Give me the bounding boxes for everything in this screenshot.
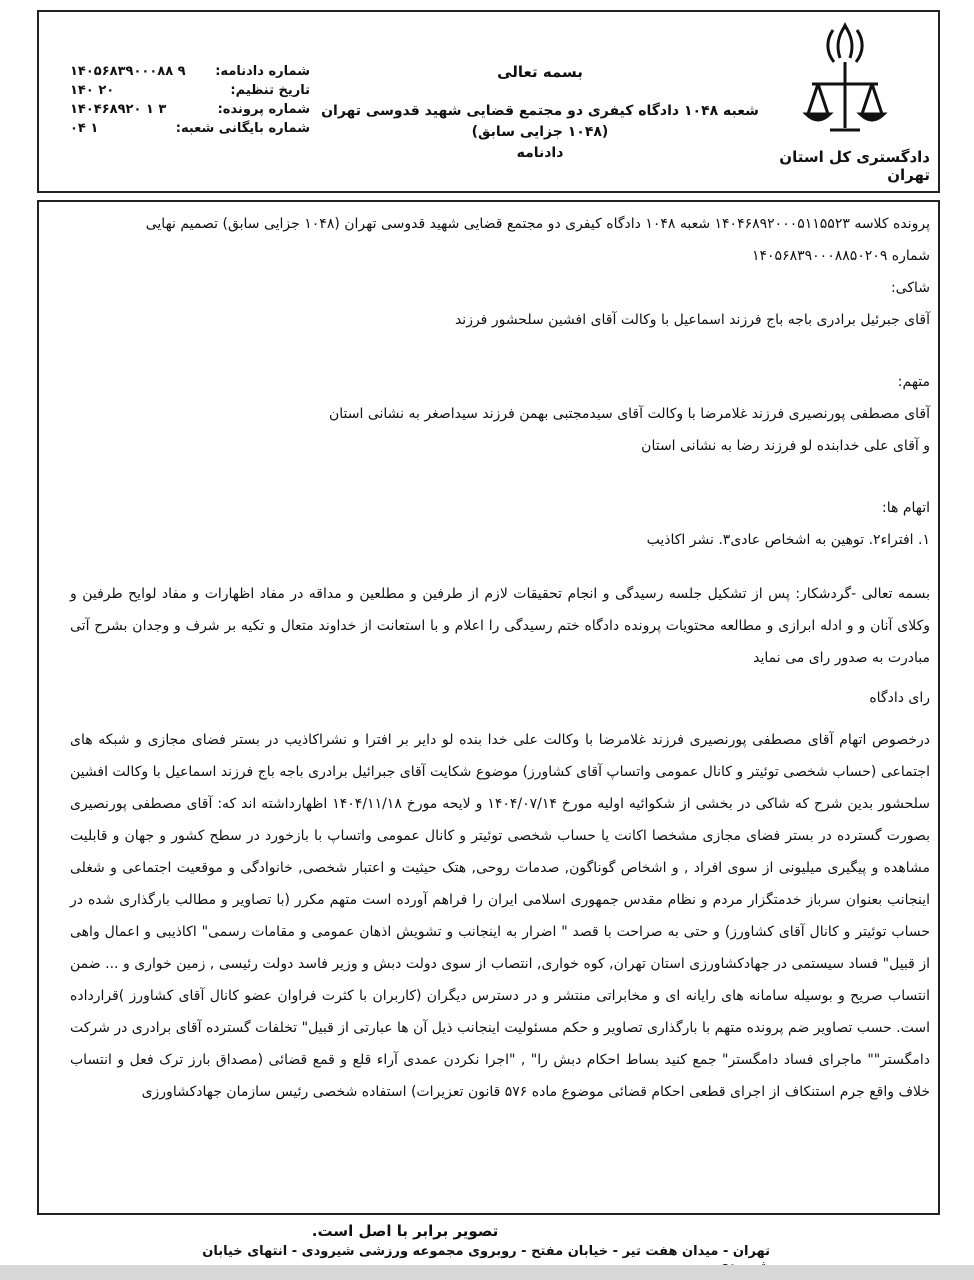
branch-name: شعبه ۱۰۴۸ دادگاه کیفری دو مجتمع قضایی شهید قدوسی تهران (۱۰۴۸ جزایی سابق) bbox=[321, 103, 759, 140]
meta-value: ۰۴ ۱ bbox=[70, 121, 99, 136]
meta-label: شماره بایگانی شعبه: bbox=[175, 121, 310, 136]
document-meta bbox=[70, 62, 310, 138]
meta-label: شماره دادنامه: bbox=[215, 64, 310, 79]
meta-row bbox=[70, 119, 310, 138]
charges-text: ۱. افتراء۲. توهین به اشخاص عادی۳. نشر اکاذیب bbox=[646, 532, 930, 548]
meta-value: ۱۴۰۴۶۸۹۲۰ ۱ ۳ bbox=[70, 102, 167, 117]
meta-label: شماره پرونده: bbox=[217, 102, 310, 117]
accused-label: متهم: bbox=[897, 374, 930, 390]
plaintiff-label: شاکی: bbox=[890, 280, 930, 296]
charges-label: اتهام ها: bbox=[882, 500, 930, 516]
meta-value: ۱۴۰ ۲۰ bbox=[70, 83, 115, 98]
meta-value: ۱۴۰۵۶۸۳۹۰۰۰۸۸ ۹ bbox=[70, 64, 186, 79]
court-name: دادگستری کل استان تهران bbox=[779, 148, 930, 184]
header-center bbox=[300, 62, 780, 164]
accused-text-2: و آقای علی خدابنده لو فرزند رضا به نشانی استان bbox=[641, 438, 930, 454]
document-type: دادنامه bbox=[516, 145, 564, 161]
certified-copy-note: تصویر برابر با اصل است. bbox=[311, 1222, 499, 1240]
meta-label: تاریخ تنظیم: bbox=[230, 83, 310, 98]
preamble-text: بسمه تعالی -گردشکار: پس از تشکیل جلسه رسیدگی و انجام تحقیقات لازم از طرفین و مطلعین و مداقه در مفاد اظهارات و مفاد لوایح طرفین و وکلای آنان و و ادله ابرازی و مطالعه محتویات پرونده دادگاه ختم رسیدگی را اعلام و با استعانت از خداوند متعال و تکیه بر شرف و وجدان بشرح آتی مبادرت به صدور رای می نماید bbox=[70, 586, 930, 666]
verdict-text: درخصوص اتهام آقای مصطفی پورنصیری فرزند غلامرضا با وکالت علی خدا بنده لو دایر بر افترا و نشراکاذیب در بستر فضای مجازی و شبکه های اجتماعی (حساب شخصی توئیتر و کانال عمومی واتساپ آقای کشاورز) موضوع شکایت آقای جبرائیل برادری باجه باج فرزند اسماعیل با وکالت افشین سلحشور بدین شرح که شاکی در بخشی از شکوائیه اولیه مورخ ۱۴۰۴/۰۷/۱۴ و لایحه مورخ ۱۴۰۴/۱۱/۱۸ اظهارداشته اند که: آقای مصطفی پورنصیری بصورت گسترده در بستر فضای مجازی مشخصا اکانت یا حساب شخصی توئیتر و کانال عمومی واتساپ با بازخورد در سطح کشور و جهان و قابلیت مشاهده و پیگیری میلیونی از سوی افراد , و اشخاص گوناگون, صدمات روحی, هتک حیثیت و اعتبار شخصی, خانوادگی و موقعیت اجتماعی و شغلی اینجانب بعنوان سرباز خدمتگزار مردم و نظام مقدس جمهوری اسلامی ایران را فراهم آورده است متهم مکرر (با تصاویر و مطالب بارگذاری شده در حساب توئیتر و کانال آقای کشاورز) و حتی به صراحت با قصد " اضرار به اینجانب و تشویش اذهان عمومی و مقامات رسمی" اکاذیبی و اعمال واهی از قبیل" فساد سیستمی در جهادکشاورزی استان تهران, کوه خواری, انتصاب از سوی دولت دبش و وزیر فاسد دولت رئیسی , زمین خواری و ... ضمن انتساب صریح و بوسیله سامانه های رایانه ای و مخابراتی منتشر و در دسترس دیگران (کاربران با کثرت فراوان عضو کانال آقای کشاورز )قرارداده است. حسب تصاویر ضم پرونده متهم با بارگذاری تصاویر و حکم مسئولیت اینجانب ذیل آن ها عبارتی از قبیل" تخلفات گسترده آقای برادری در شرکت دامگستر"" ماجرای فساد دامگستر" جمع کنید بساط احکام دبش را" , "اجرا نکردن عمدی آراء قلع و قمع قضائی (مصداق بارز ترک فعل و انتساب خلاف واقع جرم استنکاف از اجرای قطعی احکام قضائی موضوع ماده ۵۷۶ قانون تعزیرات) استفاده شخصی رئیس سازمان جهادکشاورزی bbox=[70, 732, 930, 1100]
meta-row bbox=[70, 100, 310, 119]
document-body bbox=[70, 208, 930, 1108]
plaintiff-text: آقای جبرئیل برادری باجه باج فرزند اسماعیل با وکالت آقای افشین سلحشور فرزند bbox=[454, 312, 930, 328]
decision-number: شماره ۱۴۰۵۶۸۳۹۰۰۰۸۸۵۰۲۰۹ bbox=[752, 248, 930, 264]
verdict-label: رای دادگاه bbox=[869, 690, 930, 706]
court-address: تهران - میدان هفت تیر - خیابان مفتح - روبروی مجموعه ورزشی شیرودی - انتهای خیابان bbox=[202, 1244, 770, 1259]
accused-text-1: آقای مصطفی پورنصیری فرزند غلامرضا با وکالت آقای سیدمجتبی بهمن فرزند سیداصغر به نشانی استان bbox=[328, 406, 930, 422]
bottom-edge bbox=[0, 1265, 974, 1280]
meta-row bbox=[70, 81, 310, 100]
bismillah: بسمه تعالی bbox=[497, 63, 583, 81]
judiciary-emblem-icon bbox=[800, 18, 890, 138]
meta-row bbox=[70, 62, 310, 81]
file-class: پرونده کلاسه ۱۴۰۴۶۸۹۲۰۰۰۵۱۱۵۵۲۳ شعبه ۱۰۴۸ دادگاه کیفری دو مجتمع قضایی شهید قدوسی تهران (۱۰۴۸ جزایی سابق) تصمیم نهایی bbox=[145, 216, 930, 232]
